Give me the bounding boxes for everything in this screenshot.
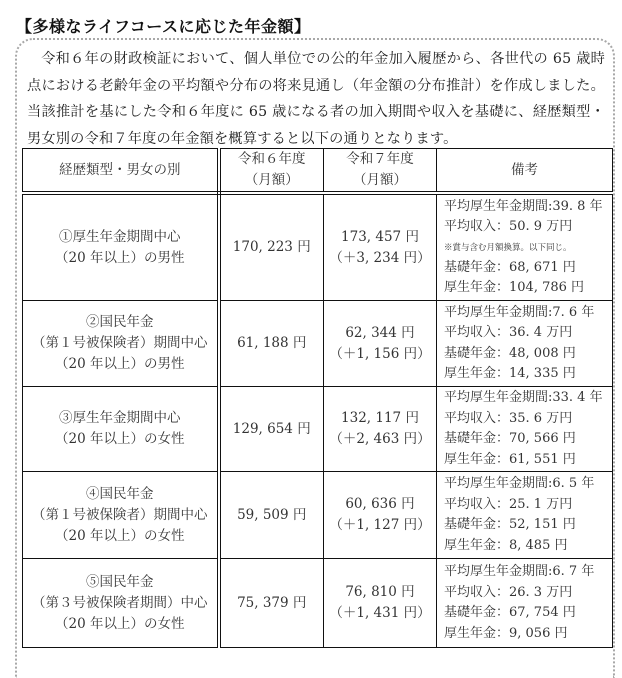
header-r6 (219, 149, 324, 194)
amount-diff: （＋2, 463 円） (329, 431, 431, 447)
header-r7-year: 令和７年度 (346, 151, 414, 167)
note-line: 基礎年金：48, 008 円 (444, 345, 576, 361)
cell-r6 (219, 559, 324, 648)
amount-diff: （＋1, 156 円） (329, 345, 431, 362)
amount: 170, 223 円 (232, 239, 311, 255)
cell-type (23, 387, 219, 472)
note-line: 基礎年金：52, 151 円 (444, 517, 576, 532)
amount-diff: （＋1, 127 円） (329, 517, 431, 533)
table-row (23, 193, 613, 301)
header-notes: 備考 (437, 149, 613, 194)
note-line: 平均厚生年金期間:6. 5 年 (444, 476, 595, 491)
note-line: 平均厚生年金期間:39. 8 年 (444, 198, 603, 214)
cell-r7 (324, 559, 437, 648)
intro-paragraph: 令和６年の財政検証において、個人単位での公的年金加入履歴から、各世代の 65 歳時点における老齢年金の平均額や分布の将来見通し（年金額の分布推計）を作成しました。当該推計を基にした令和６年度に 65 歳になる者の加入期間や収入を基礎に、経歴類型・男女別の令和７年度の年金額を概算すると以下の通りとなります。 (27, 51, 605, 147)
pension-table (22, 148, 613, 648)
cell-notes (437, 472, 613, 559)
note-line: 平均収入：25. 1 万円 (444, 496, 573, 512)
note-line: 厚生年金：8, 485 円 (444, 537, 568, 553)
header-r6-year: 令和６年度 (238, 151, 306, 167)
note-line: 平均厚生年金期間:33. 4 年 (444, 390, 603, 405)
type-line: （20 年以上）の男性 (55, 249, 185, 266)
type-line: ④国民年金 (86, 485, 154, 502)
type-line: （20 年以上）の女性 (55, 527, 185, 544)
amount: 60, 636 円 (345, 496, 415, 512)
type-line: （20 年以上）の女性 (55, 615, 185, 632)
cell-notes (437, 301, 613, 387)
note-line: 平均収入：35. 6 万円 (444, 410, 573, 426)
cell-r7 (324, 387, 437, 472)
amount-diff: （＋3, 234 円） (329, 249, 431, 266)
note-line: 平均収入：50. 9 万円 (444, 219, 573, 234)
section-title: 【多様なライフコースに応じた年金額】 (16, 17, 311, 36)
cell-notes (437, 559, 613, 648)
note-line: 平均収入：26. 3 万円 (444, 584, 573, 600)
note-line: 基礎年金：67, 754 円 (444, 605, 576, 620)
type-line: （第３号被保険者期間）中心 (32, 594, 208, 611)
cell-type (23, 301, 219, 387)
type-line: （第１号被保険者）期間中心 (32, 335, 208, 351)
table-row (23, 559, 613, 648)
amount: 62, 344 円 (345, 324, 415, 341)
type-line: ⑤国民年金 (86, 573, 154, 590)
header-r7 (324, 149, 437, 194)
header-r6-unit: （月額） (244, 172, 299, 188)
amount: 129, 654 円 (232, 420, 311, 437)
note-line: 平均厚生年金期間:7. 6 年 (444, 304, 595, 320)
table-row (23, 301, 613, 387)
table-row (23, 472, 613, 559)
amount: 132, 117 円 (341, 410, 419, 426)
type-line: （第１号被保険者）期間中心 (32, 506, 208, 523)
note-footnote: ※賞与含む月額換算。以下同じ。 (444, 242, 572, 253)
cell-r6 (219, 472, 324, 559)
cell-notes (437, 387, 613, 472)
amount: 76, 810 円 (345, 584, 415, 600)
note-line: 基礎年金：68, 671 円 (444, 259, 576, 275)
note-line: 基礎年金：70, 566 円 (444, 431, 576, 446)
note-line: 厚生年金：14, 335 円 (444, 366, 576, 381)
table-header-row (23, 149, 613, 194)
cell-r6 (219, 387, 324, 472)
note-line: 厚生年金：104, 786 円 (444, 280, 585, 295)
cell-type (23, 559, 219, 648)
cell-r6 (219, 193, 324, 301)
amount-diff: （＋1, 431 円） (329, 605, 431, 621)
header-type: 経歴類型・男女の別 (23, 149, 219, 194)
table-row (23, 387, 613, 472)
cell-r6 (219, 301, 324, 387)
amount: 173, 457 円 (341, 228, 419, 245)
amount: 75, 379 円 (237, 594, 307, 611)
cell-r7 (324, 193, 437, 301)
cell-notes (437, 193, 613, 301)
cell-r7 (324, 472, 437, 559)
note-line: 平均収入：36. 4 万円 (444, 325, 573, 340)
cell-r7 (324, 301, 437, 387)
note-line: 厚生年金：9, 056 円 (444, 625, 568, 641)
amount: 61, 188 円 (237, 335, 307, 351)
amount: 59, 509 円 (237, 506, 307, 523)
type-line: ②国民年金 (86, 314, 154, 330)
note-line: 平均厚生年金期間:6. 7 年 (444, 564, 595, 579)
header-r7-unit: （月額） (353, 172, 407, 188)
cell-type (23, 193, 219, 301)
cell-type (23, 472, 219, 559)
type-line: ①厚生年金期間中心 (59, 228, 181, 245)
type-line: （20 年以上）の女性 (55, 431, 185, 447)
type-line: ③厚生年金期間中心 (59, 410, 181, 426)
note-line: 厚生年金：61, 551 円 (444, 451, 576, 467)
type-line: （20 年以上）の男性 (55, 356, 185, 372)
